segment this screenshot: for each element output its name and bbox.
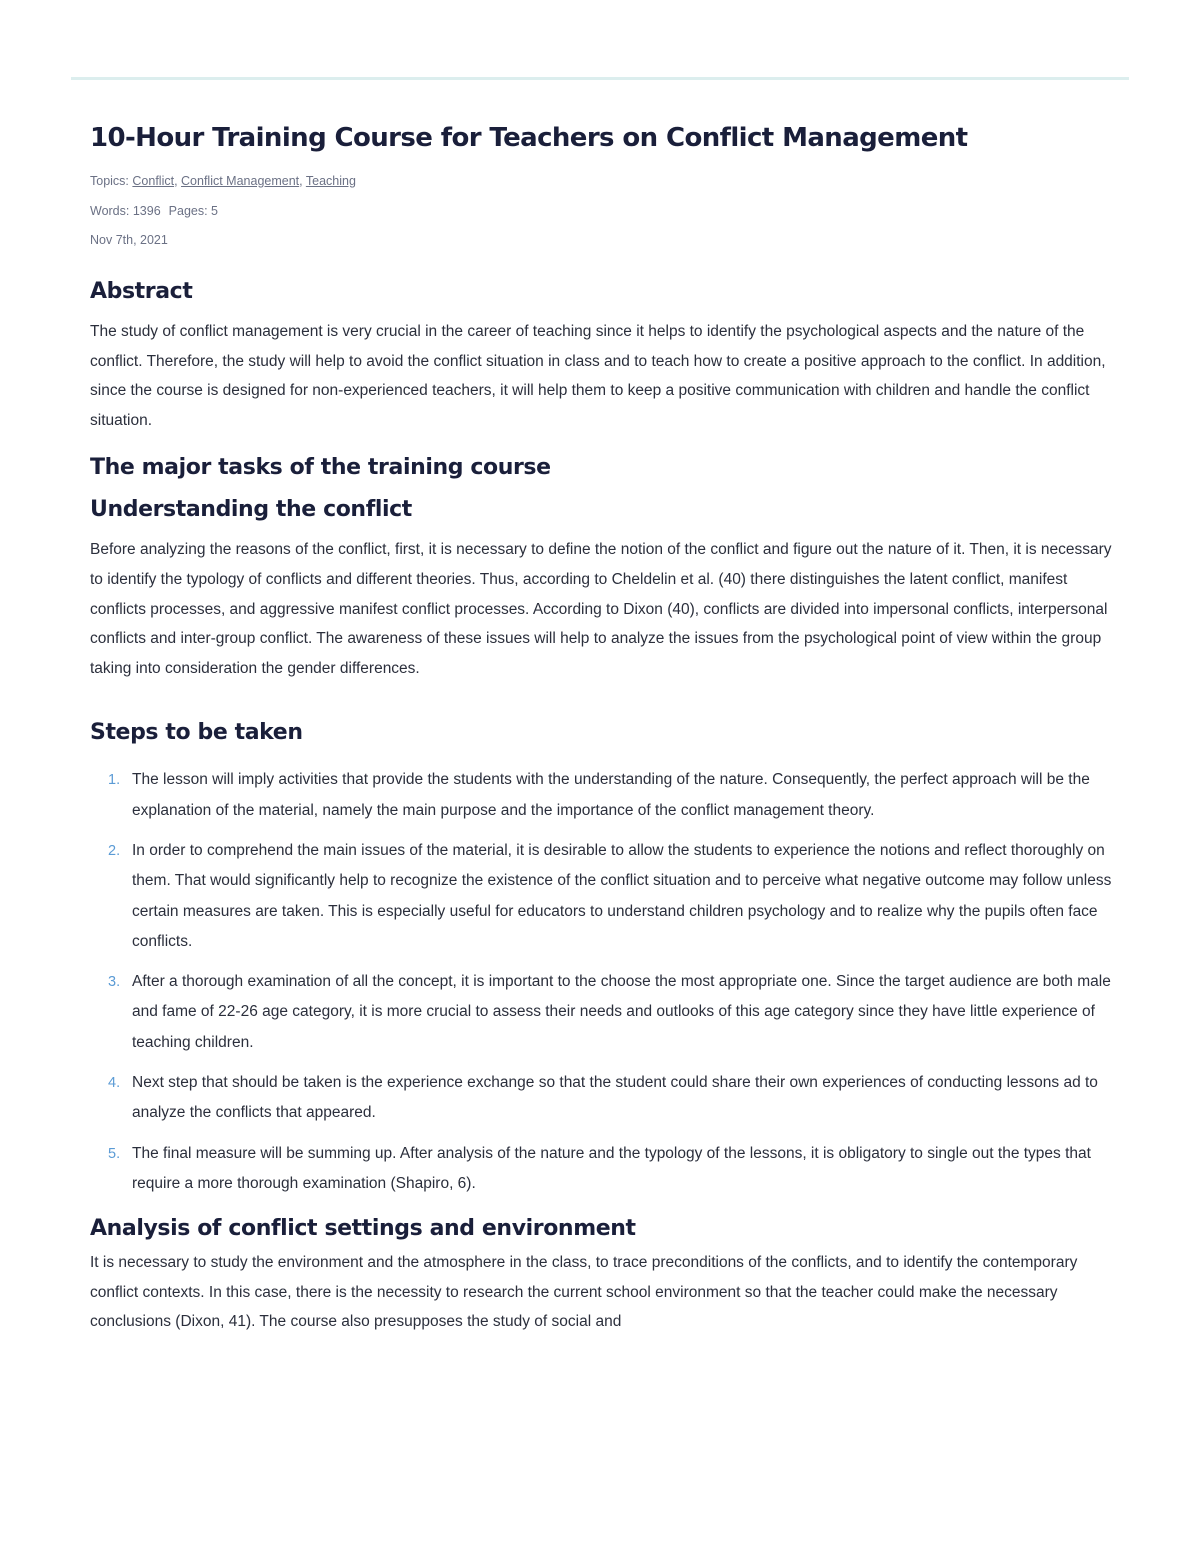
topic-link-conflict-management[interactable]: Conflict Management — [181, 174, 300, 188]
word-count: Words: 1396 — [90, 204, 161, 218]
understanding-text: Before analyzing the reasons of the conflict, first, it is necessary to define the notion of the conflict and figure out the nature of it. Then, it is necessary to identify the typology of conflicts and different theories. Thus, according to Cheldelin et al. (40) there distinguishes the latent conflict, manifest conflicts processes, and aggressive manifest conflict processes. According to Dixon (40), conflicts are divided into impersonal conflicts, interpersonal conflicts and inter-group conflict. The awareness of these issues will help to analyze the issues from the psychological point of view within the group taking into consideration the gender differences. — [90, 541, 1112, 677]
page-count: Pages: 5 — [168, 204, 218, 218]
list-number: 2. — [108, 842, 121, 859]
list-item — [108, 836, 1120, 957]
steps-heading: Steps to be taken — [90, 720, 303, 746]
list-item — [108, 1139, 1120, 1200]
list-item — [108, 967, 1120, 1058]
list-item — [108, 1068, 1120, 1129]
steps-list — [90, 765, 1120, 1199]
list-item-text: Next step that should be taken is the experience exchange so that the student could share their own experiences of conducting lessons ad to analyze the conflicts that appeared. — [132, 1074, 1098, 1122]
article — [90, 118, 1120, 1337]
major-tasks-heading: The major tasks of the training course — [90, 455, 551, 481]
topics-line: Topics: Conflict, Conflict Management, Teaching — [90, 174, 356, 188]
analysis-text: It is necessary to study the environment and the atmosphere in the class, to trace preconditions of the conflicts, and to identify the contemporary conflict contexts. In this case, there is the necessity to research the current school environment so that the teacher could make the necessary conclusions (Dixon, 41). The course also presupposes the study of social and — [90, 1254, 1078, 1331]
understanding-heading: Understanding the conflict — [90, 497, 412, 523]
abstract-text: The study of conflict management is very crucial in the career of teaching since it helps to identify the psychological aspects and the nature of the conflict. Therefore, the study will help to avoid the conflict situation in class and to teach how to create a positive approach to the conflict. In addition, since the course is designed for non-experienced teachers, it will help them to keep a positive communication with children and handle the conflict situation. — [90, 323, 1106, 429]
page-title: 10-Hour Training Course for Teachers on Conflict Management — [90, 123, 968, 153]
list-number: 4. — [108, 1075, 121, 1092]
topic-link-conflict[interactable]: Conflict — [132, 174, 175, 188]
top-divider — [71, 77, 1129, 80]
publish-date: Nov 7th, 2021 — [90, 233, 168, 247]
list-item-text: The lesson will imply activities that provide the students with the understanding of the nature. Consequently, the perfect approach will be the explanation of the material, namely the main purpose and the importance of the conflict management theory. — [132, 771, 1090, 819]
analysis-heading: Analysis of conflict settings and environment — [90, 1216, 636, 1242]
abstract-heading: Abstract — [90, 279, 193, 304]
list-number: 3. — [108, 974, 121, 991]
list-item-text: In order to comprehend the main issues of the material, it is desirable to allow the students to experience the notions and reflect thoroughly on them. That would significantly help to recognize the existence of the conflict situation and to perceive what negative outcome may follow unless certain measures are taken. This is especially useful for educators to understand children psychology and to realize why the pupils often face conflicts. — [132, 841, 1112, 950]
word-page-count — [90, 202, 1120, 220]
topic-link-teaching[interactable]: Teaching — [305, 174, 356, 188]
list-item — [108, 765, 1120, 826]
list-number: 1. — [108, 772, 121, 789]
list-item-text: The final measure will be summing up. After analysis of the nature and the typology of the lessons, it is obligatory to single out the types that require a more thorough examination (Shapiro, 6). — [132, 1144, 1091, 1192]
list-item-text: After a thorough examination of all the concept, it is important to the choose the most appropriate one. Since the target audience are both male and fame of 22-26 age category, it is more crucial to assess their needs and outlooks of this age category since they have little experience of teaching children. — [132, 973, 1111, 1051]
list-number: 5. — [108, 1145, 121, 1162]
topics-label: Topics: — [90, 174, 129, 188]
